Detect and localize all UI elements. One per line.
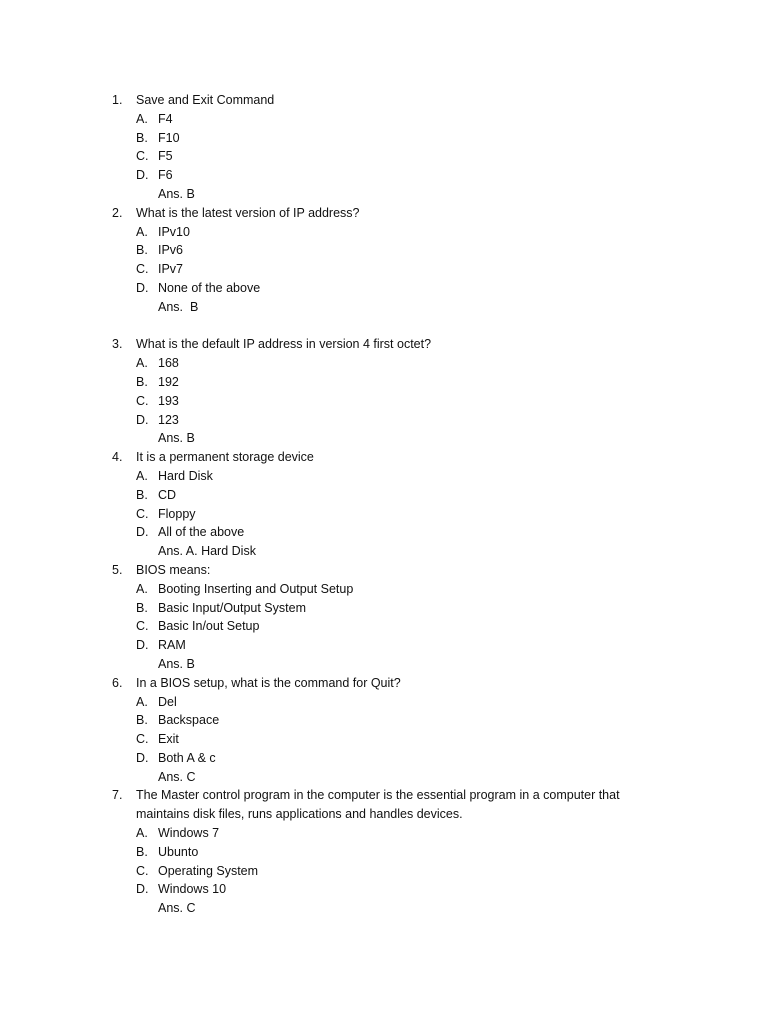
option-letter: A. [136, 694, 148, 709]
option-list [112, 824, 652, 899]
option-text: 193 [158, 393, 179, 408]
question-4 [112, 448, 652, 561]
option-letter: C. [136, 863, 149, 878]
option-letter: A. [136, 111, 148, 126]
answer-text: Ans. B [158, 431, 195, 446]
question-text: The Master control program in the computer is the essential program in a computer that maintains disk files, runs applications and handles devices. [136, 788, 620, 822]
option-letter: D. [136, 168, 149, 183]
option-letter: D. [136, 882, 149, 897]
option-a [136, 110, 652, 129]
option-a [136, 824, 652, 843]
question-row [112, 561, 652, 580]
option-text: None of the above [158, 280, 261, 295]
option-a [136, 354, 652, 373]
option-text: 123 [158, 412, 179, 427]
question-6 [112, 674, 652, 787]
option-letter: B. [136, 130, 148, 145]
quiz-list [112, 91, 652, 918]
option-letter: B. [136, 713, 148, 728]
question-2 [112, 204, 652, 336]
option-b [136, 129, 652, 148]
question-number: 5. [112, 562, 123, 577]
option-letter: B. [136, 844, 148, 859]
answer-text: Ans. C [158, 769, 196, 784]
question-3 [112, 335, 652, 448]
option-text: 192 [158, 374, 179, 389]
option-letter: A. [136, 224, 148, 239]
question-1 [112, 91, 652, 204]
option-c [136, 730, 652, 749]
option-b [136, 241, 652, 260]
question-text: What is the default IP address in version 4 first octet? [136, 337, 432, 352]
option-text: Basic Input/Output System [158, 600, 306, 615]
option-d [136, 411, 652, 430]
option-letter: A. [136, 356, 148, 371]
option-a [136, 580, 652, 599]
option-text: Both A & c [158, 750, 216, 765]
option-letter: A. [136, 581, 148, 596]
option-text: Windows 7 [158, 826, 220, 841]
option-d [136, 523, 652, 542]
option-b [136, 373, 652, 392]
option-list [112, 693, 652, 768]
question-text: What is the latest version of IP address? [136, 205, 360, 220]
option-text: F5 [158, 149, 173, 164]
option-letter: B. [136, 243, 148, 258]
option-text: IPv7 [158, 262, 184, 277]
option-d [136, 279, 652, 298]
option-c [136, 617, 652, 636]
option-list [112, 580, 652, 655]
question-5 [112, 561, 652, 674]
option-letter: D. [136, 750, 149, 765]
option-d [136, 166, 652, 185]
option-text: Del [158, 694, 177, 709]
option-text: F4 [158, 111, 173, 126]
option-d [136, 880, 652, 899]
question-number: 6. [112, 675, 123, 690]
option-letter: D. [136, 525, 149, 540]
option-b [136, 711, 652, 730]
question-row [112, 335, 652, 354]
option-c [136, 392, 652, 411]
question-text: In a BIOS setup, what is the command for Quit? [136, 675, 401, 690]
option-letter: A. [136, 826, 148, 841]
option-text: 168 [158, 356, 179, 371]
question-number: 3. [112, 337, 123, 352]
option-letter: C. [136, 506, 149, 521]
question-row [112, 674, 652, 693]
option-text: Basic In/out Setup [158, 619, 260, 634]
option-c [136, 147, 652, 166]
option-a [136, 693, 652, 712]
question-row [112, 786, 652, 824]
answer-text: Ans. A. Hard Disk [158, 544, 256, 559]
option-text: CD [158, 487, 177, 502]
option-letter: B. [136, 600, 148, 615]
option-text: Exit [158, 732, 179, 747]
option-letter: B. [136, 487, 148, 502]
question-row [112, 204, 652, 223]
question-number: 4. [112, 450, 123, 465]
option-text: RAM [158, 638, 186, 653]
option-text: Ubunto [158, 844, 199, 859]
question-text: Save and Exit Command [136, 93, 275, 107]
option-letter: A. [136, 468, 148, 483]
option-letter: D. [136, 280, 149, 295]
option-text: F6 [158, 168, 173, 183]
option-text: IPv6 [158, 243, 184, 258]
option-text: F10 [158, 130, 180, 145]
question-row [112, 448, 652, 467]
option-text: Booting Inserting and Output Setup [158, 581, 354, 596]
option-letter: C. [136, 149, 149, 164]
option-text: Floppy [158, 506, 196, 521]
option-text: All of the above [158, 525, 245, 540]
option-letter: D. [136, 412, 149, 427]
option-letter: D. [136, 638, 149, 653]
answer-text: Ans. B [158, 299, 199, 314]
question-number: 2. [112, 205, 123, 220]
option-d [136, 636, 652, 655]
option-c [136, 260, 652, 279]
answer-text: Ans. C [158, 901, 196, 916]
option-list [112, 110, 652, 185]
option-letter: B. [136, 374, 148, 389]
option-list [112, 223, 652, 298]
blank-line [112, 317, 652, 336]
option-a [136, 467, 652, 486]
option-b [136, 843, 652, 862]
option-b [136, 599, 652, 618]
option-a [136, 223, 652, 242]
option-text: Operating System [158, 863, 259, 878]
question-7 [112, 786, 652, 918]
option-c [136, 862, 652, 881]
option-text: Backspace [158, 713, 220, 728]
option-letter: C. [136, 732, 149, 747]
option-d [136, 749, 652, 768]
option-c [136, 505, 652, 524]
question-text: BIOS means: [136, 562, 211, 577]
option-text: Hard Disk [158, 468, 213, 483]
question-number: 1. [112, 93, 123, 107]
question-text: It is a permanent storage device [136, 450, 314, 465]
option-letter: C. [136, 393, 149, 408]
question-row [112, 91, 652, 110]
answer-text: Ans. B [158, 656, 195, 671]
option-letter: C. [136, 619, 149, 634]
option-letter: C. [136, 262, 149, 277]
question-number: 7. [112, 788, 123, 803]
option-b [136, 486, 652, 505]
option-list [112, 354, 652, 429]
option-text: Windows 10 [158, 882, 227, 897]
option-list [112, 467, 652, 542]
option-text: IPv10 [158, 224, 190, 239]
answer-text: Ans. B [158, 186, 195, 201]
